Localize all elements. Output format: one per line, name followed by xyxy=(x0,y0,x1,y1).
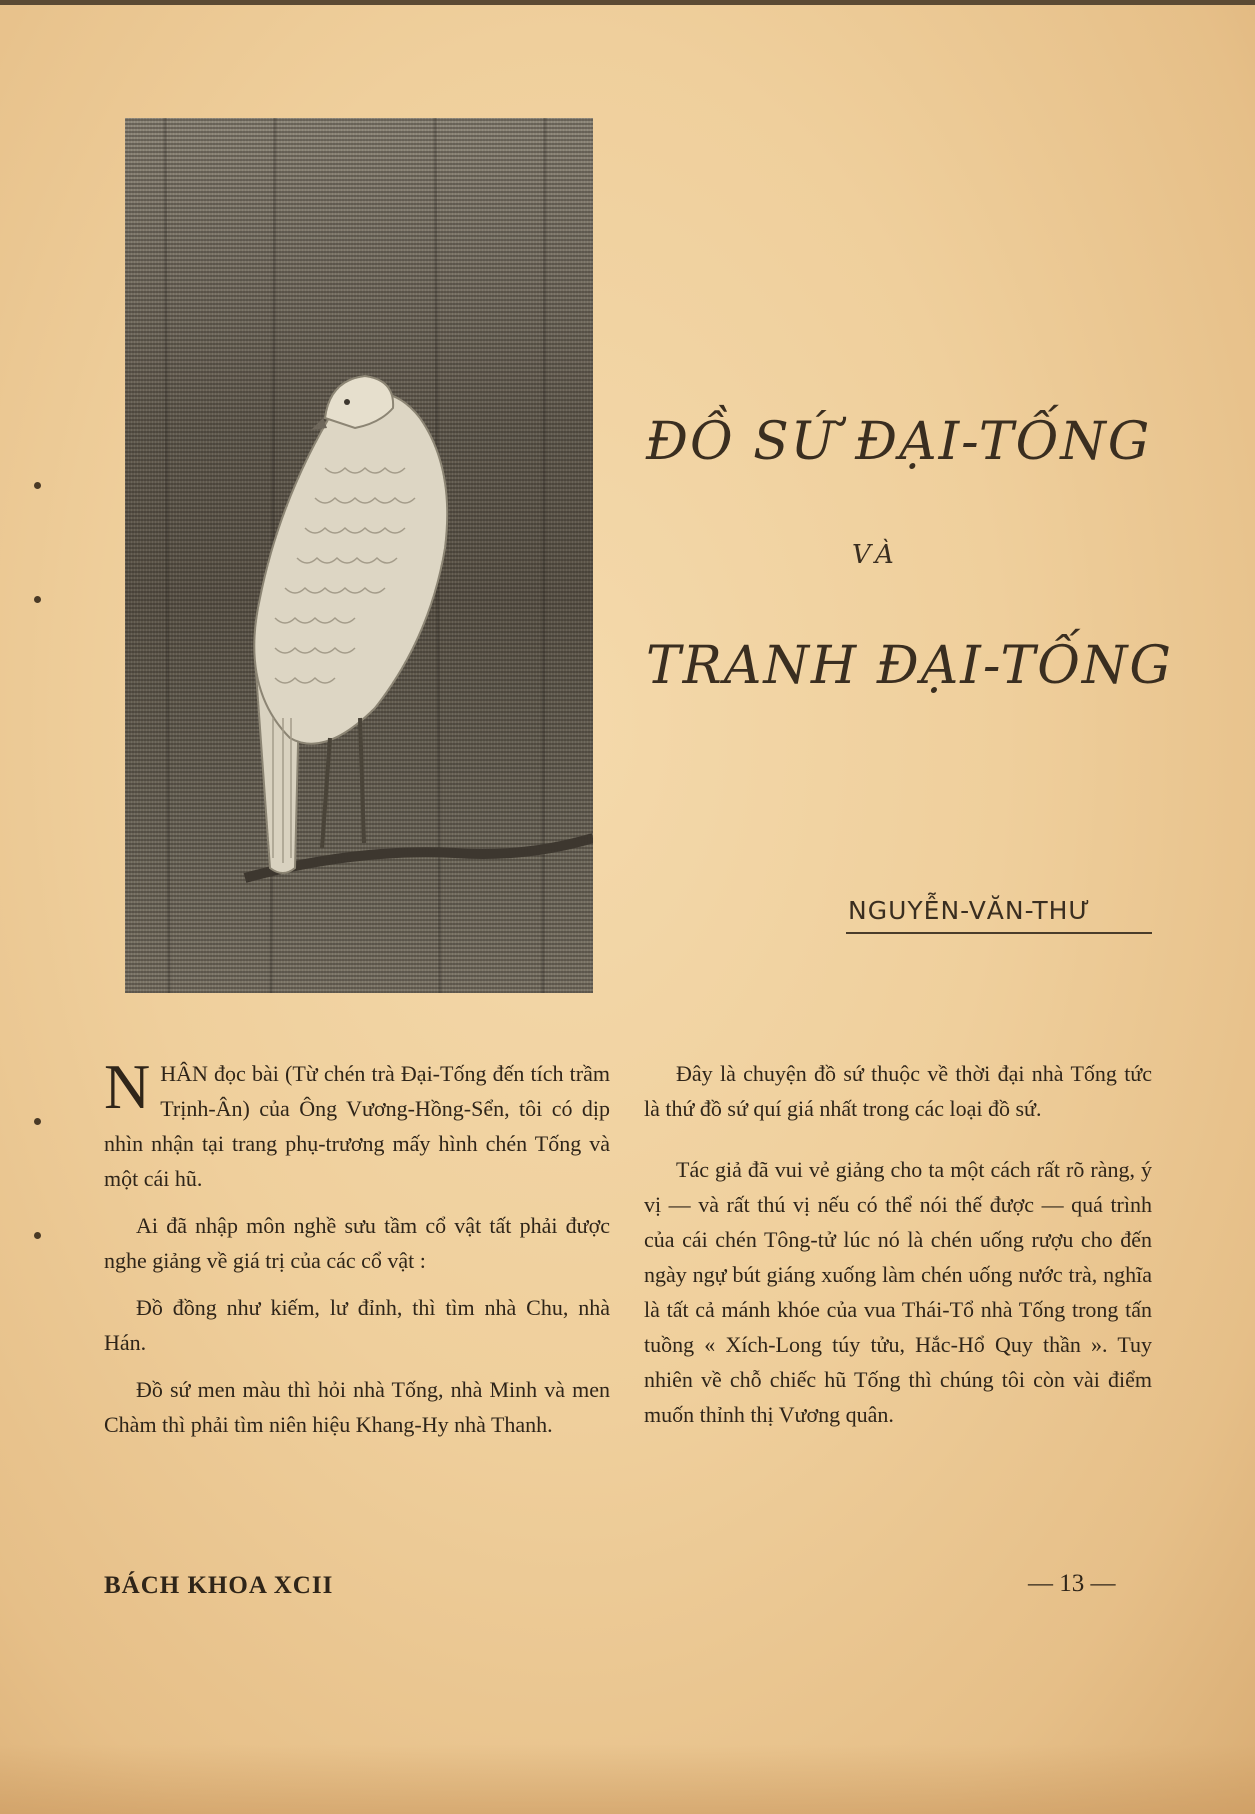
left-paragraph-3: Đồ đồng như kiếm, lư đỉnh, thì tìm nhà Chu, nhà Hán. xyxy=(104,1295,610,1355)
drop-cap: N xyxy=(104,1051,151,1122)
paper-speck xyxy=(34,1118,41,1125)
left-paragraph-4: Đồ sứ men màu thì hỏi nhà Tống, nhà Minh và men Chàm thì phải tìm niên hiệu Khang-Hy nhà Thanh. xyxy=(104,1377,610,1437)
right-paragraph-2: Tác giả đã vui vẻ giảng cho ta một cách rất rõ ràng, ý vị — và rất thú vị nếu có thể nói thế được — quá trình của cái chén Tông-tử lúc nó là chén uống rượu cho đến ngày ngự bút giáng xuống làm chén uống nước trà, nghĩa là tất cả mánh khóe của vua Thái-Tổ nhà Tống trong tấn tuồng « Xích-Long túy tửu, Hắc-Hổ Quy thần ». Tuy nhiên về chỗ chiếc hũ Tống thì chúng tôi còn vài điểm muốn thỉnh thị Vương quân. xyxy=(644,1157,1152,1427)
right-text-column xyxy=(644,1056,1152,1444)
left-paragraph-2: Ai đã nhập môn nghề sưu tầm cổ vật tất phải được nghe giảng về giá trị của các cổ vật : xyxy=(104,1213,610,1273)
page-bottom-shade xyxy=(0,1744,1255,1814)
paper-speck xyxy=(34,482,41,489)
publication-footer: BÁCH KHOA XCII xyxy=(104,1572,334,1599)
article-title-conjunction: VÀ xyxy=(852,540,900,570)
page-top-edge xyxy=(0,0,1255,5)
left-text-column xyxy=(104,1051,610,1454)
left-paragraph-1 xyxy=(104,1051,610,1196)
article-title-line-1: ĐỒ SỨ ĐẠI-TỐNG xyxy=(646,412,1152,472)
bird-illustration xyxy=(125,118,593,993)
bird-drawing xyxy=(125,118,593,993)
page-number: — 13 — xyxy=(1028,1570,1116,1597)
author-name: NGUYỄN-VĂN-THƯ xyxy=(848,896,1091,925)
paper-speck xyxy=(34,596,41,603)
article-title-line-2: TRANH ĐẠI-TỐNG xyxy=(646,636,1173,696)
author-underline xyxy=(846,932,1152,934)
right-paragraph-1: Đây là chuyện đồ sứ thuộc về thời đại nhà Tống tức là thứ đồ sứ quí giá nhất trong các loại đồ sứ. xyxy=(644,1061,1152,1121)
paper-speck xyxy=(34,1232,41,1239)
left-paragraph-1-text: HÂN đọc bài (Từ chén trà Đại-Tống đến tích trầm Trịnh-Ân) của Ông Vương-Hồng-Sển, tôi có dịp nhìn nhận tại trang phụ-trương mấy hình chén Tống và một cái hũ. xyxy=(104,1061,610,1191)
